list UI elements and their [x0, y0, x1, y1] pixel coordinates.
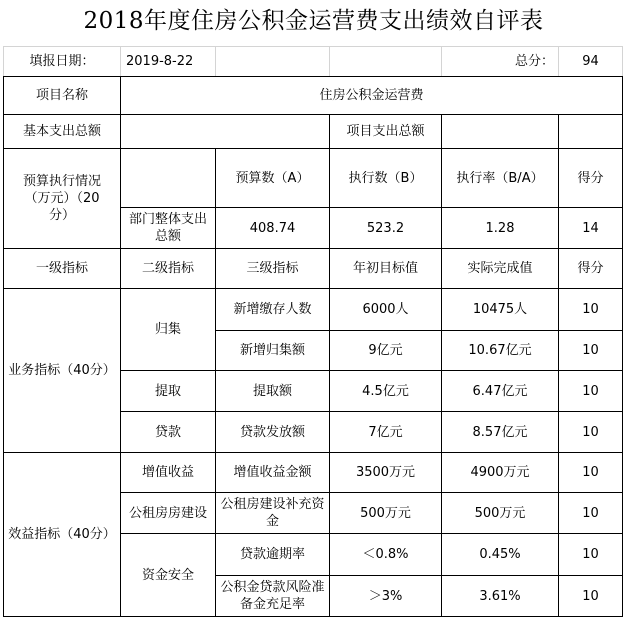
total-score-value: 94: [558, 46, 623, 77]
project-expense-value: [441, 114, 559, 149]
level1-cell: 效益指标（40分）: [3, 452, 121, 617]
total-score-label: 总分：: [441, 46, 559, 77]
project-expense-label: 项目支出总额: [329, 114, 442, 149]
level1-cell: 业务指标（40分）: [3, 288, 121, 453]
target-cell: 6000人: [329, 288, 442, 331]
level2-cell: 资金安全: [120, 533, 216, 617]
score-cell: 10: [558, 330, 623, 371]
header-score: 得分: [558, 248, 623, 289]
basic-expense-label: 基本支出总额: [3, 114, 121, 149]
actual-cell: 8.57亿元: [441, 411, 559, 453]
score-cell: 10: [558, 533, 623, 576]
execution-rate-header: 执行率（B/A）: [441, 148, 559, 208]
level2-cell: 归集: [120, 288, 216, 371]
actual-cell: 500万元: [441, 492, 559, 534]
actual-cell: 10.67亿元: [441, 330, 559, 371]
score-cell: 10: [558, 452, 623, 493]
project-name-label: 项目名称: [3, 76, 121, 115]
target-cell: 3500万元: [329, 452, 442, 493]
header-level2: 二级指标: [120, 248, 216, 289]
level2-cell: 提取: [120, 370, 216, 412]
actual-cell: 10475人: [441, 288, 559, 331]
target-cell: 9亿元: [329, 330, 442, 371]
level3-cell: 新增缴存人数: [215, 288, 330, 331]
score-cell: 10: [558, 492, 623, 534]
budget-score-header: 得分: [558, 148, 623, 208]
score-cell: 10: [558, 411, 623, 453]
blank-cell: [558, 114, 623, 149]
header-level1: 一级指标: [3, 248, 121, 289]
score-cell: 10: [558, 288, 623, 331]
actual-cell: 4900万元: [441, 452, 559, 493]
level3-cell: 贷款逾期率: [215, 533, 330, 576]
blank-cell: [215, 46, 330, 77]
level3-cell: 公租房建设补充资金: [215, 492, 330, 534]
actual-cell: 6.47亿元: [441, 370, 559, 412]
level2-cell: 贷款: [120, 411, 216, 453]
level2-cell: 公租房房建设: [120, 492, 216, 534]
budget-amount-value: 408.74: [215, 207, 330, 249]
level3-cell: 贷款发放额: [215, 411, 330, 453]
level3-cell: 提取额: [215, 370, 330, 412]
target-cell: 4.5亿元: [329, 370, 442, 412]
execution-rate-value: 1.28: [441, 207, 559, 249]
target-cell: ＜0.8%: [329, 533, 442, 576]
target-cell: ＞3%: [329, 575, 442, 617]
executed-amount-header: 执行数（B）: [329, 148, 442, 208]
blank-cell: [120, 148, 216, 208]
date-value: 2019-8-22: [120, 46, 216, 77]
budget-amount-header: 预算数（A）: [215, 148, 330, 208]
target-cell: 500万元: [329, 492, 442, 534]
actual-cell: 0.45%: [441, 533, 559, 576]
department-total-label: 部门整体支出总额: [120, 207, 216, 249]
page-title: 2018年度住房公积金运营费支出绩效自评表: [83, 7, 544, 34]
executed-amount-value: 523.2: [329, 207, 442, 249]
level3-cell: 公积金贷款风险准备金充足率: [215, 575, 330, 617]
date-label: 填报日期：: [3, 46, 121, 77]
level3-cell: 新增归集额: [215, 330, 330, 371]
level2-cell: 增值收益: [120, 452, 216, 493]
budget-score-value: 14: [558, 207, 623, 249]
header-level3: 三级指标: [215, 248, 330, 289]
target-cell: 7亿元: [329, 411, 442, 453]
project-name-value: 住房公积金运营费: [120, 76, 623, 115]
budget-execution-label: 预算执行情况（万元）（20分）: [3, 148, 121, 249]
actual-cell: 3.61%: [441, 575, 559, 617]
header-actual: 实际完成值: [441, 248, 559, 289]
score-cell: 10: [558, 370, 623, 412]
score-cell: 10: [558, 575, 623, 617]
blank-cell: [329, 46, 442, 77]
level3-cell: 增值收益金额: [215, 452, 330, 493]
header-target: 年初目标值: [329, 248, 442, 289]
basic-expense-value: [120, 114, 330, 149]
